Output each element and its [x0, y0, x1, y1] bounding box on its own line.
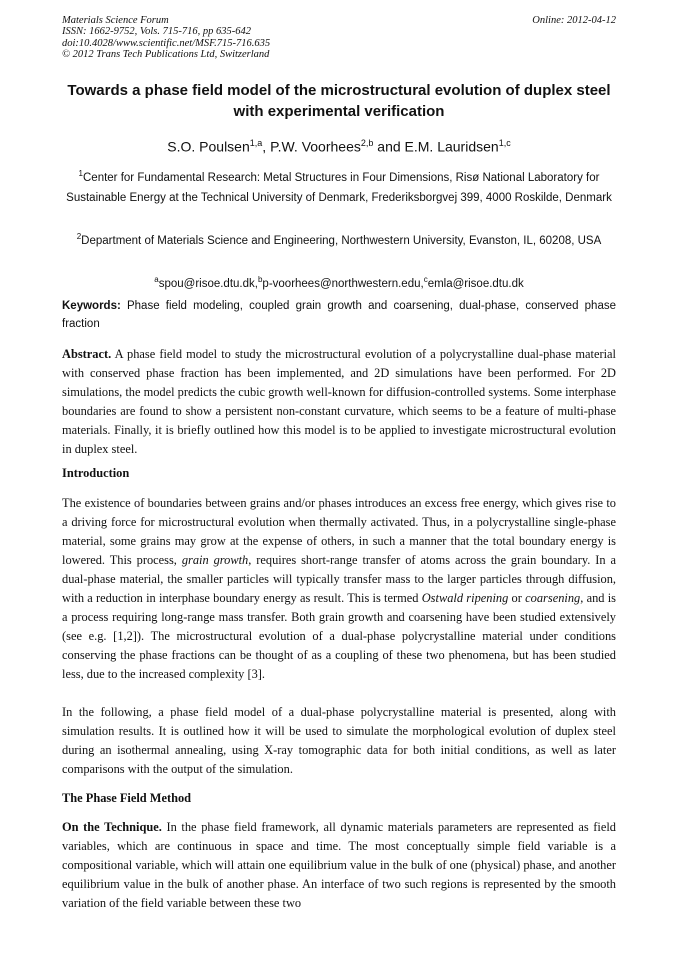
section-heading-phase-field-method: The Phase Field Method	[62, 791, 192, 805]
text-run: , requires short-range transfer of atoms across the grain boundary. In a dual-phase material, the smaller particles will typically transfer mass to the larger particles through diffusion, with a reduction in interphase boundary energy as result. This is termed	[62, 553, 617, 605]
text-run: , and is a process requiring long-range mass transfer. Both grain growth and coarsening have been studied extensively (see e.g. [1,2]). The microstructural evolution of a dual-phase polycrystalline material under conditions conserving the phase fractions can be thought of as a coupling of these two phenomena, but has been studied less, due to the increased complexity [3].	[62, 591, 616, 681]
intro-paragraph-2: In the following, a phase field model of a dual-phase polycrystalline material is presented, along with simulation results. It is outlined how it will be used to simulate the morphological evolution of duplex steel during an isothermal annealing, using X-ray tomographic data for both initial conditions, as well as later comparisons with the output of the simulation.	[62, 705, 616, 776]
section-heading-introduction: Introduction	[62, 466, 130, 480]
author-affiliation-mark: 2,b	[360, 138, 374, 148]
emphasis-coarsening: coarsening	[525, 591, 581, 605]
author-name: S.O. Poulsen	[167, 138, 250, 155]
email-link[interactable]: emla@risoe.dtu.dk	[427, 277, 524, 290]
abstract	[62, 345, 616, 459]
journal-doi: doi:10.4028/www.scientific.net/MSF.715-716.635	[62, 37, 271, 49]
paper-title: Towards a phase field model of the microstructural evolution of duplex steel with experimental verification	[67, 82, 611, 120]
subsection-label: On the Technique.	[62, 820, 162, 834]
text-run: or	[508, 591, 526, 605]
abstract-text: A phase field model to study the microstructural evolution of a polycrystalline dual-phase material with conserved phase fraction has been implemented, and 2D simulations have been performed. For 2D simulations, the model predicts the cubic growth well-known for diffusion-controlled systems. Some interphase boundaries are found to show a persistent non-constant curvature, which seems to be a feature of multi-phase materials. Finally, it is briefly outlined how this model is to be applied to investigate microstructural evolution in duplex steel.	[62, 347, 616, 456]
method-text: In the phase field framework, all dynamic materials parameters are represented as field variables, which are continuous in space and time. The most conceptually simple field variable is a compositional variable, which will attain one equilibrium value in the bulk of one (physical) phase, and another equilibrium value in the bulk of another phase. An interface of two such regions is represented by the smooth variation of the field variable between these two	[62, 820, 616, 910]
keywords-text: Phase field modeling, coupled grain growth and coarsening, dual-phase, conserved phase fraction	[62, 300, 616, 330]
journal-issn: ISSN: 1662-9752, Vols. 715-716, pp 635-642	[62, 26, 251, 38]
emphasis-grain-growth: grain growth	[181, 553, 249, 567]
keywords	[62, 297, 616, 333]
author-affiliation-mark: 1,c	[498, 138, 511, 148]
author-affiliation-mark: 1,a	[249, 138, 263, 148]
author-list	[60, 134, 618, 156]
author-name: P.W. Voorhees	[270, 138, 361, 155]
affiliation-text: Center for Fundamental Research: Metal Structures in Four Dimensions, Risø National Laboratory for Sustainable Energy at the Technical University of Denmark, Frederiksborgvej 399, 4000 Roskilde, Denmark	[66, 171, 612, 204]
affiliation-mark: 1	[78, 169, 83, 178]
emphasis-ostwald-ripening: Ostwald ripening	[421, 591, 509, 605]
affiliation-2	[62, 227, 616, 251]
email-list	[62, 272, 616, 292]
keywords-label: Keywords:	[62, 300, 121, 312]
abstract-label: Abstract.	[62, 347, 112, 361]
author-name: E.M. Lauridsen	[404, 138, 499, 155]
affiliation-mark: 2	[76, 232, 82, 241]
online-date: Online: 2012-04-12	[532, 15, 616, 26]
author-separator: ,	[262, 138, 271, 155]
method-paragraph	[62, 818, 616, 913]
journal-header	[62, 15, 616, 61]
email-link[interactable]: p-voorhees@northwestern.edu,	[262, 277, 424, 290]
journal-copyright: © 2012 Trans Tech Publications Ltd, Switzerland	[62, 49, 270, 61]
email-mark: a	[154, 275, 159, 284]
affiliation-1	[62, 164, 616, 208]
email-link[interactable]: spou@risoe.dtu.dk,	[158, 277, 258, 290]
email-mark: c	[423, 275, 428, 284]
text-run: The existence of boundaries between grains and/or phases introduces an excess free energy, which gives rise to a driving force for microstructural evolution when thermally activated. Thus, in a polycrystalline single-phase material, some grains may grow at the expense of others, in such a manner that the total boundary energy is lowered. This process,	[62, 496, 616, 567]
email-mark: b	[257, 275, 263, 284]
journal-name: Materials Science Forum	[62, 15, 169, 26]
affiliation-text: Department of Materials Science and Engineering, Northwestern University, Evanston, IL, 60208, USA	[81, 234, 602, 247]
intro-paragraph-1	[62, 494, 616, 684]
author-separator: and	[373, 138, 405, 155]
